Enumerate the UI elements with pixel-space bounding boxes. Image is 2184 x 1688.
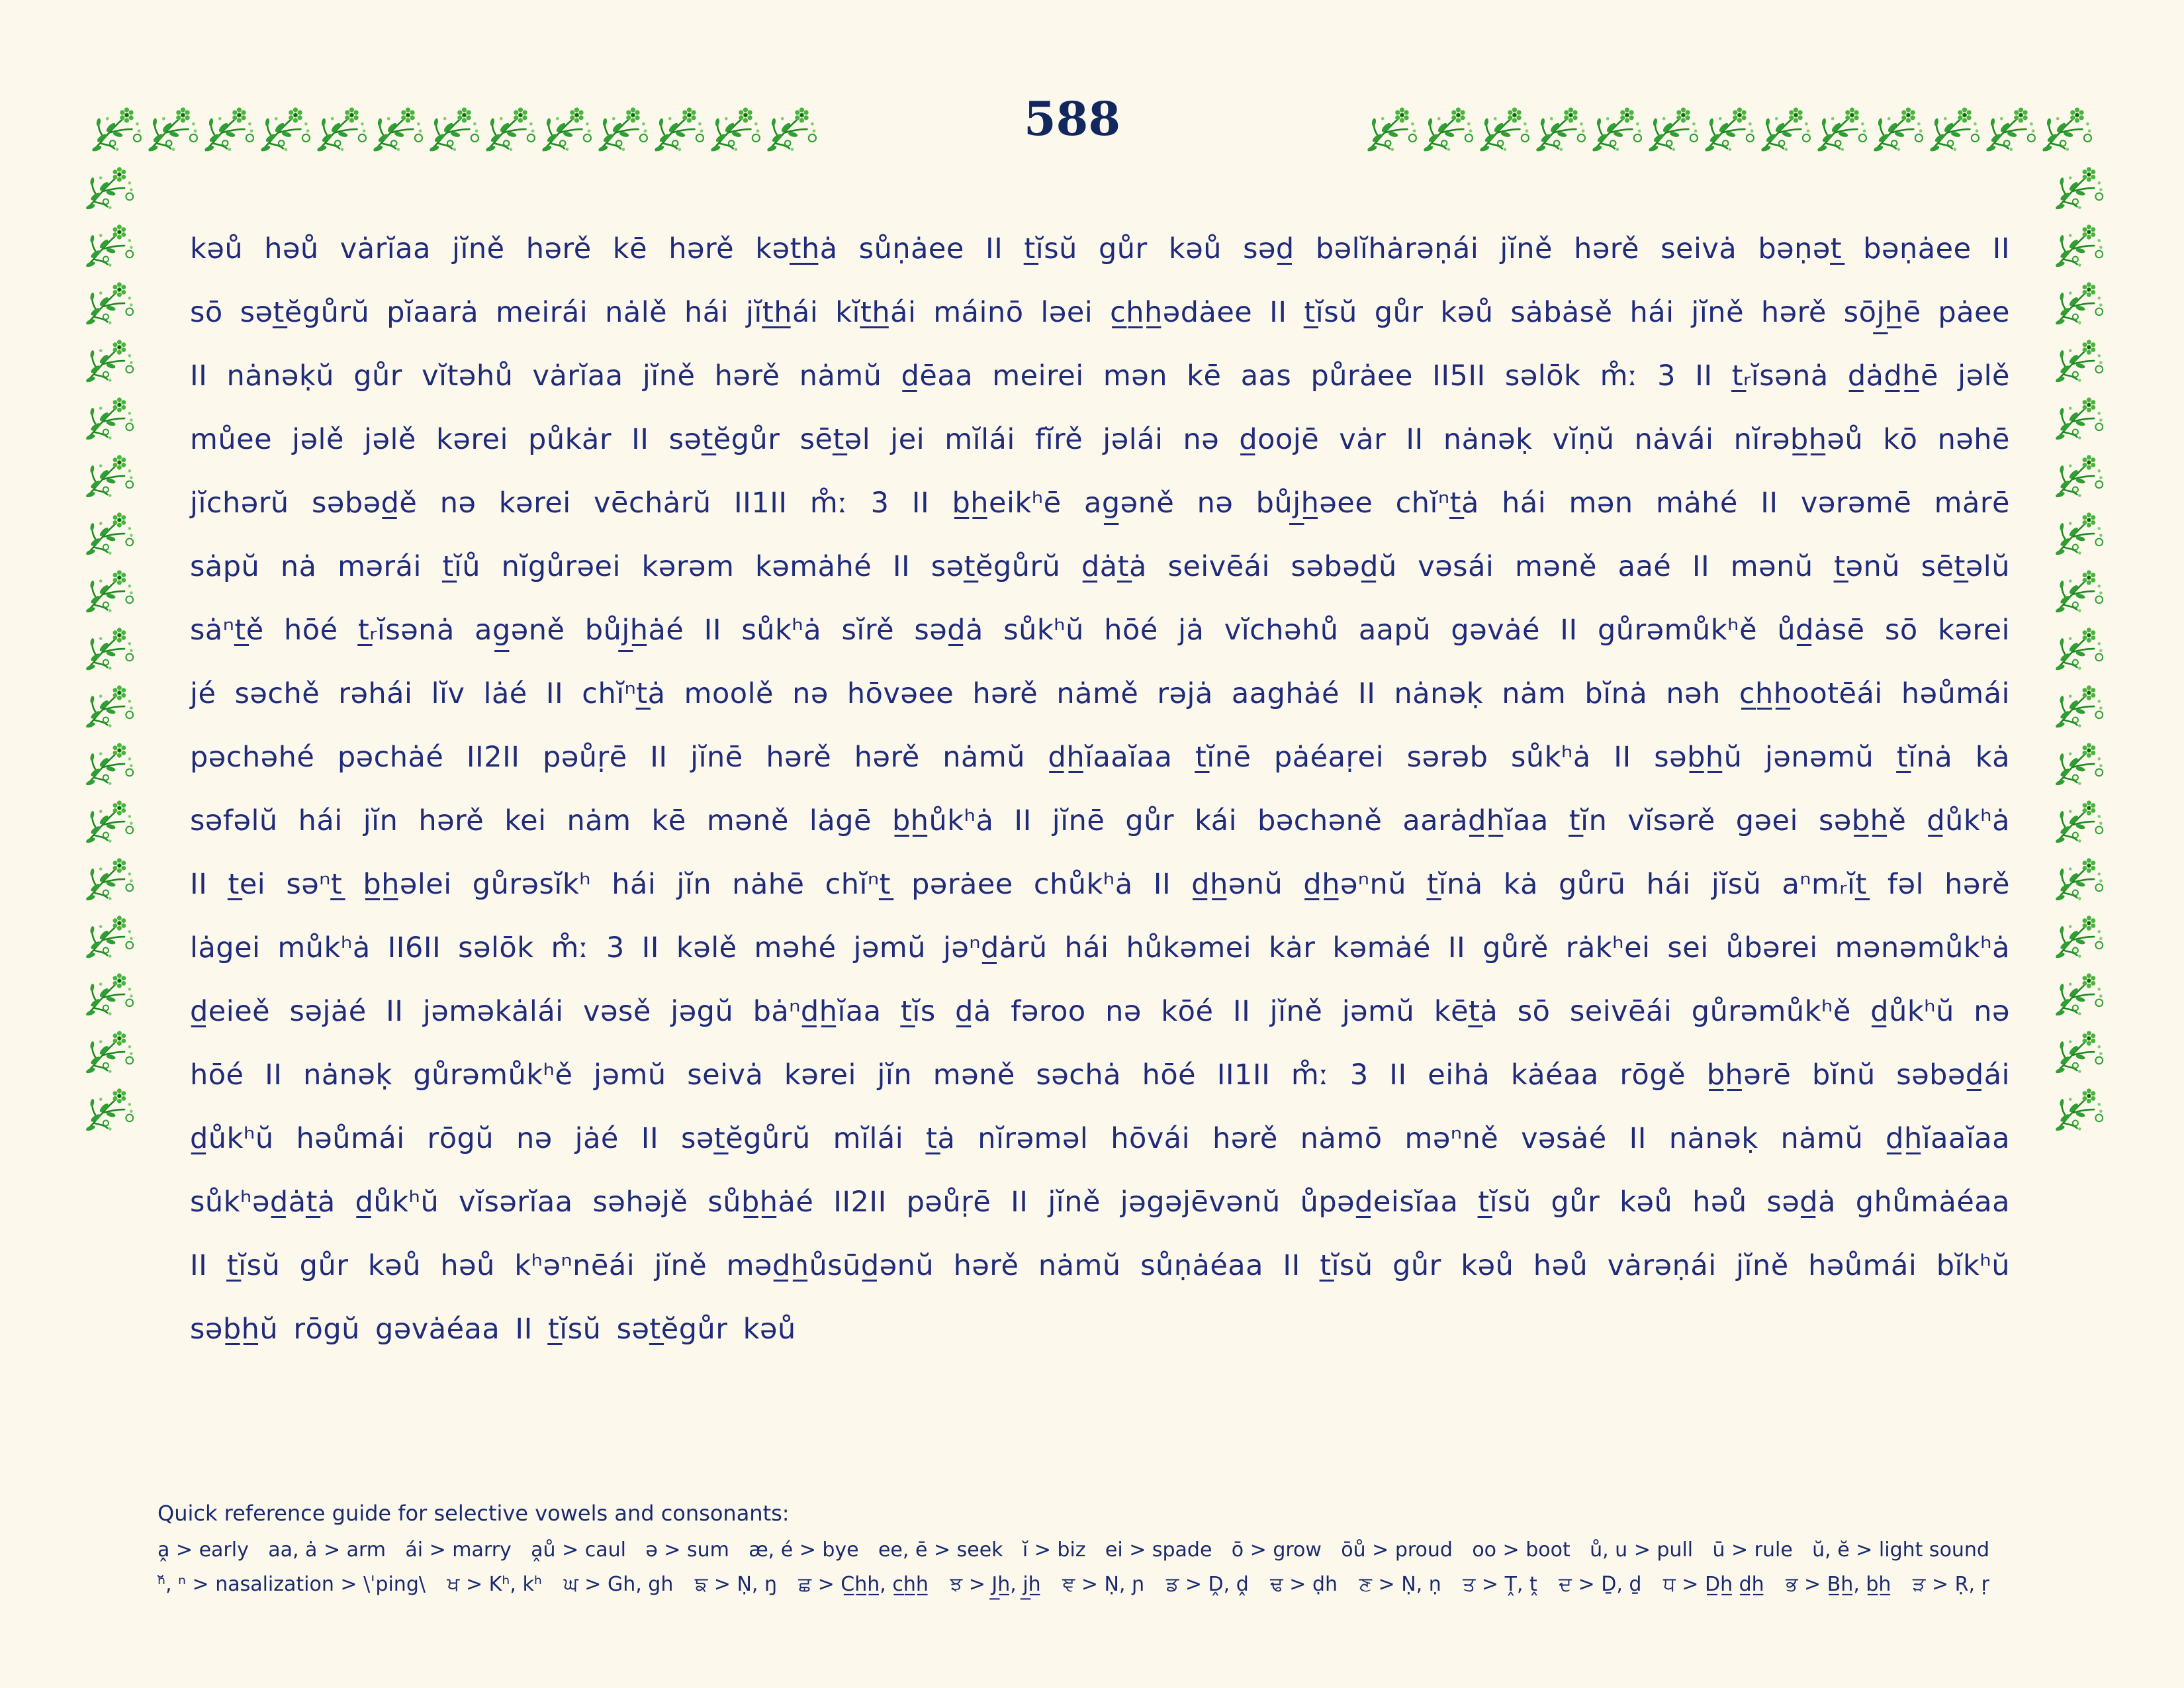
guide-item: ਣ > Ṇ, ṇ: [1359, 1573, 1441, 1596]
text-line: jé səchě rəhái lĭv lȧé II chĭⁿt̲ȧ moolě nə hōvəee hərě nȧmě rəjȧ aaghȧé II nȧnəḳ nȧm bĭnȧ nəh c̲h̲h̲ootēái həůmái: [190, 677, 2010, 710]
floral-motif-icon: [2052, 964, 2106, 1021]
floral-motif-icon: [2052, 330, 2106, 388]
guide-item: ਘ > Gh, gh: [563, 1573, 674, 1596]
floral-motif-icon: [82, 618, 136, 676]
floral-motif-icon: [2052, 445, 2106, 503]
guide-item: ਧ > D̲h̲ d̲h̲: [1662, 1573, 1764, 1596]
floral-motif-icon: [88, 99, 144, 156]
floral-motif-icon: [2038, 99, 2095, 156]
guide-item: a̭ > early: [158, 1538, 249, 1562]
floral-motif-icon: [1532, 99, 1588, 156]
floral-motif-icon: [2052, 676, 2106, 733]
floral-motif-icon: [82, 1021, 136, 1079]
floral-border-top-right: [1363, 99, 2095, 156]
floral-motif-icon: [2052, 215, 2106, 273]
floral-motif-icon: [1588, 99, 1645, 156]
text-line: səb̲h̲ŭ rōgŭ gəvȧéaa II t̲ĭsŭ sət̲ĕgůr kəů: [190, 1313, 796, 1346]
text-line: II nȧnəḳŭ gůr vĭtəhů vȧrĭaa jĭně hərě nȧmŭ d̲ēaa meirei mən kē aas půrȧee II5II səlōk m̊ː 3 II t̲ᵣĭsənȧ d̲ȧd̲h̲ē jəlě: [190, 359, 2010, 393]
guide-consonants-row: [158, 1568, 1989, 1602]
guide-item: ů, u > pull: [1590, 1538, 1694, 1562]
floral-motif-icon: [82, 445, 136, 503]
text-line: můee jəlě jəlě kərei půkȧr II sət̲ĕgůr sēt̲əl jei mĭlái fĭrě jəlái nə d̲oojē vȧr II nȧnəḳ vĭṇŭ nȧvái nĭrəb̲h̲əů kō nəhē: [190, 423, 2010, 456]
floral-motif-icon: [82, 906, 136, 964]
text-line: jĭchərŭ səbəd̲ě nə kərei vēchȧrŭ II1II m̊ː 3 II b̲h̲eikʰē ag̲əně nə bůj̲h̲əee chĭⁿt̲ȧ hái mən mȧhé II vərəmē mȧrē: [190, 487, 2010, 520]
guide-item: ਛ > C̲h̲h̲, c̲h̲h̲: [798, 1573, 929, 1596]
guide-item: ਭ > B̲h̲, b̲h̲: [1786, 1573, 1891, 1596]
floral-motif-icon: [144, 99, 201, 156]
guide-item: ee, ē > seek: [878, 1538, 1003, 1562]
floral-motif-icon: [2052, 1079, 2106, 1137]
guide-item: ⁿ̆, ⁿ > nasalization > \ˈping\: [158, 1573, 426, 1596]
floral-motif-icon: [1870, 99, 1926, 156]
guide-item: ĭ > biz: [1022, 1538, 1086, 1562]
floral-motif-icon: [651, 99, 707, 156]
floral-motif-icon: [482, 99, 538, 156]
guide-item: ŭ, ĕ > light sound: [1812, 1538, 1989, 1562]
reference-guide: [158, 1500, 1989, 1602]
floral-motif-icon: [1476, 99, 1532, 156]
floral-motif-icon: [82, 215, 136, 273]
floral-motif-icon: [2052, 733, 2106, 791]
floral-motif-icon: [2052, 158, 2106, 215]
guide-heading: Quick reference guide for selective vowels and consonants:: [158, 1501, 790, 1526]
floral-motif-icon: [763, 99, 819, 156]
guide-item: ਖ > Kʰ, kʰ: [447, 1573, 543, 1596]
floral-motif-icon: [1701, 99, 1757, 156]
text-line: II t̲ei səⁿt̲ b̲h̲əlei gůrəsĭkʰ hái jĭn nȧhē chĭⁿt̲ pərȧee chůkʰȧ II d̲h̲ənŭ d̲h̲əⁿnŭ t̲ĭnȧ kȧ gůrū hái jĭsŭ aⁿmᵣĭt̲ fəl hərě: [190, 868, 2010, 901]
floral-motif-icon: [538, 99, 594, 156]
floral-border-right: [2052, 158, 2106, 1137]
floral-motif-icon: [82, 964, 136, 1021]
text-line: d̲ůkʰŭ həůmái rōgŭ nə jȧé II sət̲ĕgůrŭ mĭlái t̲ȧ nĭrəməl hōvái hərě nȧmō məⁿně vəsȧé II nȧnəḳ nȧmŭ d̲h̲ĭaaĭaa: [190, 1122, 2010, 1155]
text-line: sō sət̲ĕgůrŭ pĭaarȧ meirái nȧlě hái jĭt̲h̲ái kĭt̲h̲ái máinō ləei c̲h̲h̲ədȧee II t̲ĭsŭ gůr kəů sȧbȧsě hái jĭně hərě sōj̲h̲ē pȧee: [190, 296, 2010, 329]
guide-item: oo > boot: [1472, 1538, 1570, 1562]
floral-motif-icon: [82, 733, 136, 791]
text-line: kəů həů vȧrĭaa jĭně hərě kē hərě kət̲h̲ȧ sůṇȧee II t̲ĭsŭ gůr kəů səd̲ bəlĭhȧrəṇái jĭně hərě seivȧ bəṇət̲ bəṇȧee II: [190, 232, 2010, 265]
floral-motif-icon: [201, 99, 257, 156]
floral-motif-icon: [1813, 99, 1870, 156]
floral-motif-icon: [82, 791, 136, 849]
guide-item: ái > marry: [405, 1538, 512, 1562]
guide-item: ਙ > Ṇ, ŋ: [694, 1573, 777, 1596]
floral-motif-icon: [2052, 273, 2106, 330]
guide-item: ū > rule: [1712, 1538, 1793, 1562]
floral-motif-icon: [1363, 99, 1420, 156]
text-line: pəchəhé pəchȧé II2II pəůṛē II jĭnē hərě hərě nȧmŭ d̲h̲ĭaaĭaa t̲ĭnē pȧéaṛei sərəb sůkʰȧ II səb̲h̲ŭ jənəmŭ t̲ĭnȧ kȧ: [190, 741, 2010, 774]
floral-motif-icon: [2052, 388, 2106, 445]
floral-motif-icon: [1982, 99, 2038, 156]
floral-motif-icon: [257, 99, 313, 156]
floral-motif-icon: [594, 99, 651, 156]
floral-motif-icon: [707, 99, 763, 156]
text-line: II t̲ĭsŭ gůr kəů həů kʰəⁿnēái jĭně məd̲h̲ůsūd̲ənŭ hərě nȧmŭ sůṇȧéaa II t̲ĭsŭ gůr kəů həů vȧrəṇái jĭně həůmái bĭkʰŭ: [190, 1249, 2010, 1282]
scripture-text: [190, 217, 2010, 1361]
floral-motif-icon: [2052, 906, 2106, 964]
floral-motif-icon: [2052, 618, 2106, 676]
floral-motif-icon: [82, 1079, 136, 1137]
guide-item: ਡ > Ḓ, ḓ: [1165, 1573, 1249, 1596]
guide-item: aa, ȧ > arm: [268, 1538, 387, 1562]
floral-motif-icon: [2052, 791, 2106, 849]
floral-motif-icon: [2052, 1021, 2106, 1079]
guide-item: ō > grow: [1231, 1538, 1322, 1562]
guide-item: ਞ > Ṇ, ɲ: [1062, 1573, 1145, 1596]
floral-motif-icon: [1420, 99, 1476, 156]
floral-motif-icon: [82, 273, 136, 330]
page-number: 588: [1023, 91, 1121, 146]
floral-motif-icon: [82, 388, 136, 445]
floral-motif-icon: [82, 158, 136, 215]
text-line: sȧpŭ nȧ mərái t̲ĭů nĭgůrəei kərəm kəmȧhé II sət̲ĕgůrŭ d̲ȧt̲ȧ seivēái səbəd̲ŭ vəsái məně aaé II mənŭ t̲ənŭ sēt̲əlŭ: [190, 550, 2010, 583]
guide-item: a̭ů > caul: [531, 1538, 626, 1562]
floral-border-left: [82, 158, 136, 1137]
floral-motif-icon: [426, 99, 482, 156]
floral-motif-icon: [2052, 561, 2106, 618]
guide-vowels-row: [158, 1533, 1989, 1568]
floral-motif-icon: [1926, 99, 1982, 156]
floral-motif-icon: [82, 676, 136, 733]
guide-item: æ, é > bye: [749, 1538, 859, 1562]
floral-motif-icon: [2052, 849, 2106, 906]
guide-item: ੜ > Ṛ, ṛ: [1912, 1573, 1989, 1596]
floral-motif-icon: [1645, 99, 1701, 156]
text-line: d̲eieě səjȧé II jəməkȧlái vəsě jəgŭ bȧⁿd̲h̲ĭaa t̲ĭs d̲ȧ fəroo nə kōé II jĭně jəmŭ kēt̲ȧ sō seivēái gůrəmůkʰě d̲ůkʰŭ nə: [190, 995, 2010, 1028]
guide-item: ei > spade: [1105, 1538, 1212, 1562]
guide-item: ə > sum: [645, 1538, 729, 1562]
floral-motif-icon: [82, 330, 136, 388]
floral-motif-icon: [82, 503, 136, 561]
text-line: səfəlŭ hái jĭn hərě kei nȧm kē məně lȧgē b̲h̲ůkʰȧ II jĭnē gůr kái bəchəně aarȧd̲h̲ĭaa t̲ĭn vĭsərě gəei səb̲h̲ě d̲ůkʰȧ: [190, 804, 2010, 837]
floral-border-top-left: [88, 99, 819, 156]
floral-motif-icon: [1757, 99, 1813, 156]
guide-item: ōů > proud: [1341, 1538, 1453, 1562]
floral-motif-icon: [369, 99, 426, 156]
guide-item: ਤ > Ṱ, ṱ: [1463, 1573, 1537, 1596]
floral-motif-icon: [82, 561, 136, 618]
floral-motif-icon: [313, 99, 369, 156]
text-line: sůkʰəd̲ȧt̲ȧ d̲ůkʰŭ vĭsərĭaa səhəjě sůb̲h̲ȧé II2II pəůṛē II jĭně jəgəjēvənŭ ůpəd̲eisĭaa t̲ĭsŭ gůr kəů həů səd̲ȧ ghůmȧéaa: [190, 1186, 2010, 1219]
guide-item: ਝ > J̲h̲, j̲h̲: [950, 1573, 1041, 1596]
floral-motif-icon: [2052, 503, 2106, 561]
guide-item: ਦ > Ḏ, ḏ: [1559, 1573, 1642, 1596]
text-line: hōé II nȧnəḳ gůrəmůkʰě jəmŭ seivȧ kərei jĭn məně səchȧ hōé II1II m̊ː 3 II eihȧ kȧéaa rōgě b̲h̲ərē bĭnŭ səbəd̲ái: [190, 1058, 2010, 1092]
text-line: sȧⁿt̲ě hōé t̲ᵣĭsənȧ ag̲əně bůj̲h̲ȧé II sůkʰȧ sĭrě səd̲ȧ sůkʰŭ hōé jȧ vĭchəhů aapŭ gəvȧé II gůrəmůkʰě ůd̲ȧsē sō kərei: [190, 614, 2010, 647]
guide-item: ਢ > ḍh: [1270, 1573, 1338, 1596]
floral-motif-icon: [82, 849, 136, 906]
text-line: lȧgei můkʰȧ II6II səlōk m̊ː 3 II kəlě məhé jəmŭ jəⁿd̲ȧrŭ hái hůkəmei kȧr kəmȧé II gůrě rȧkʰei sei ůbərei mənəmůkʰȧ: [190, 931, 2010, 964]
